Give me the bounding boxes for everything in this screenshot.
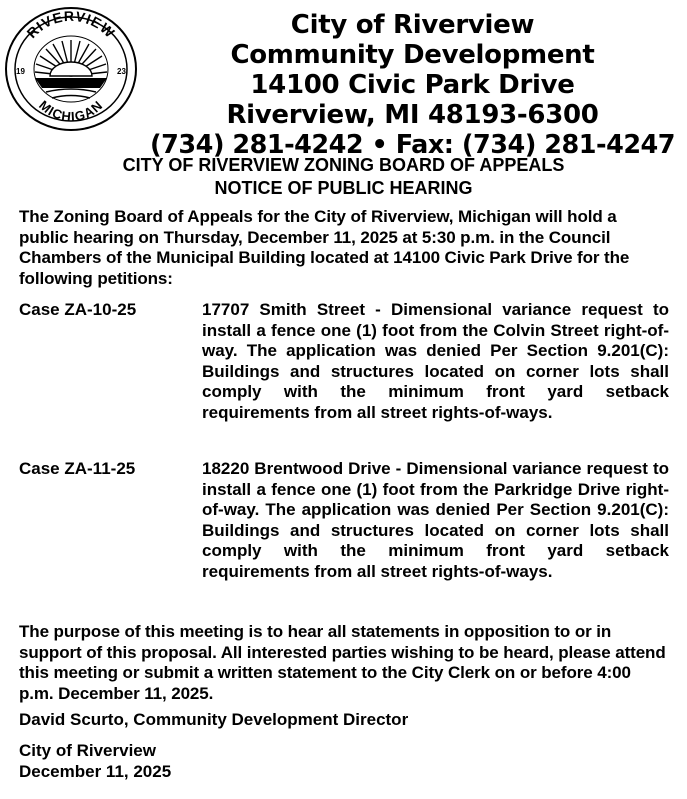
intro-paragraph: The Zoning Board of Appeals for the City of Riverview, Michigan will hold a public hearing on Thursday, December 11, 2025 at 5:30 p.m. in the Council Chambers of the Municipal Building located at 14100 Civic Park Drive for the following petitions: xyxy=(19,207,630,288)
seal-bottom-text: MICHIGAN xyxy=(36,97,106,125)
signature-city: City of Riverview xyxy=(19,741,156,760)
case-label: Case ZA-10-25 xyxy=(19,300,137,319)
purpose-paragraph: The purpose of this meeting is to hear all statements in opposition to or in support of this proposal. All interested parties wishing to be heard, please attend this meeting or submit a written statement to the City Clerk on or before 4:00 p.m. December 11, 2025. xyxy=(19,622,666,703)
header-phone-fax: (734) 281-4242 • Fax: (734) 281-4247 xyxy=(149,130,676,160)
board-title: CITY OF RIVERVIEW ZONING BOARD OF APPEALS xyxy=(122,155,565,175)
header-city: City of Riverview xyxy=(290,10,535,40)
signature-date: December 11, 2025 xyxy=(19,762,172,781)
city-seal xyxy=(2,4,140,134)
notice-title: NOTICE OF PUBLIC HEARING xyxy=(214,178,473,198)
case-description: 18220 Brentwood Drive - Dimensional variance request to install a fence one (1) foot from the Parkridge Drive right-of-way. The application was denied Per Section 9.201(C): Buildings and structures located on corner lots shall comply with the minimum front yard setback requirements from all street rights-of-ways. xyxy=(202,459,669,581)
letterhead xyxy=(140,10,685,160)
notice-titles xyxy=(0,154,687,200)
signature-line: David Scurto, Community Development Director xyxy=(19,710,409,729)
header-street: 14100 Civic Park Drive xyxy=(250,70,575,100)
seal-left-number: 19 xyxy=(16,67,25,76)
case-description: 17707 Smith Street - Dimensional variance request to install a fence one (1) foot from the Colvin Street right-of-way. The application was denied Per Section 9.201(C): Buildings and structures located on corner lots shall comply with the minimum front yard setback requirements from all street rights-of-ways. xyxy=(202,300,669,422)
seal-right-number: 23 xyxy=(117,67,126,76)
header-department: Community Development xyxy=(230,40,595,70)
header-city-state-zip: Riverview, MI 48193-6300 xyxy=(226,100,599,130)
seal-top-text: RIVERVIEW xyxy=(23,7,119,42)
case-label: Case ZA-11-25 xyxy=(19,459,136,478)
